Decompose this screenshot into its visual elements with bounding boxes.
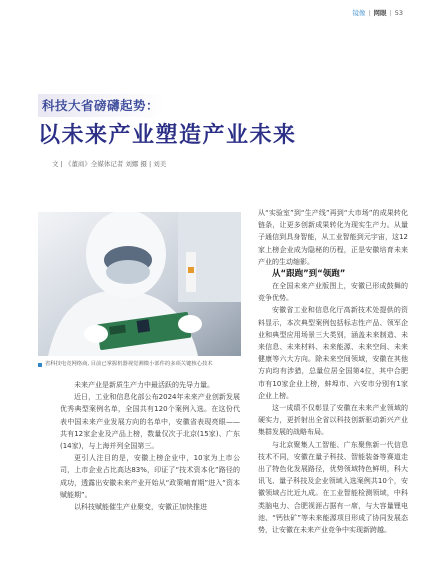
caption-text: 省科技电竞网络商, 目前已掌握机器视觉测微小部件的多项关键核心技术 (45, 361, 213, 367)
paragraph: 更引人注目的是，安徽上榜企业中，10家为上市公司，上市企业占比高达83%，印证了“技术资本化”路径的成功，透露出安徽未来产业开始从“政策哺育期”进入“资本赋能期”。 (60, 454, 240, 499)
caption-marker-icon (38, 363, 42, 367)
paragraph: 这一成绩不仅彰显了安徽在未来产业领域的硬实力，更折射出全省以科技创新驱动新兴产业集群发展的战略布局。 (258, 404, 408, 437)
page-number: 53 (394, 8, 403, 17)
running-header: 镜像 | 网眼 | 53 (352, 8, 403, 17)
cleanroom-worker-illustration (38, 212, 241, 356)
section-subheading: 从“跟跑”到“领跑” (272, 269, 346, 280)
header-column: 网眼 (373, 9, 387, 17)
article-photo (38, 212, 241, 356)
paragraph: 在全国未来产业版图上，安徽已形成鼓舞的竞争优势。 (258, 282, 408, 303)
paragraph: 未来产业是新质生产力中最活跃的先导力量。 (74, 381, 214, 389)
paragraph: 近日，工业和信息化部公布2024年未来产业创新发展优秀典型案例名单，全国共有120个案例入选。在这份代表中国未来产业发展方向的名单中，安徽省表现亮眼——共有12家企业及产品上榜，数量仅次于北京(15家)、广东(14家)，与上海并列全国第三。 (60, 393, 240, 451)
left-column (60, 379, 240, 513)
photo-caption (38, 361, 243, 368)
byline: 文 | 《董商》全媒体记者 刘娜 摄 | 刘美 (52, 160, 167, 168)
right-column (258, 207, 408, 536)
header-label: 镜像 (352, 9, 366, 17)
paragraph: 从“实验室”到“生产线”再到“大市场”的成果转化链条，让更多创新成果转化为现实生产力。从量子通信到具身智能，从工业智能到元宇宙，这12家上榜企业成为隐秘的历程，正是安徽培育未来产业的生动缩影。 (258, 209, 408, 266)
kicker-title: 科技大省磅礴起势： (38, 94, 165, 117)
page-title: 以未来产业塑造产业未来 (38, 123, 297, 148)
paragraph: 以科技赋能催生产业聚变，安徽正加快推进 (74, 503, 207, 512)
paragraph: 安徽省工业和信息化厅高新技术处提供的资料显示，本次典型案例包括标志性产品、领军企业和典型应用场景三大类别，涵盖未来制造、未来信息、未来材料、未来能源、未来空间、未来健康等六大方向。除未来空间领域，安徽在其他方向均有涉猎，总量位居全国第4位，其中合肥市有10家企业上榜，蚌埠市、六安市分别有1家企业上榜。 (258, 306, 408, 400)
paragraph: 与北京聚集人工智能、广东聚焦新一代信息技术不同，安徽在量子科技、智能装备等赛道走出了特色化发展路径，优势领域特色鲜明，科大讯飞、量子科技及企业领域入选案例共10个，安徽领域占比近九成。在工业智能检测领域，中科类脑电力、合肥视涯占据有一席，与大容量锂电池、“钙钛矿”等未来能源项目形成了协同发展态势，让安徽在未来产业竞争中实现新跨越。 (258, 440, 408, 535)
